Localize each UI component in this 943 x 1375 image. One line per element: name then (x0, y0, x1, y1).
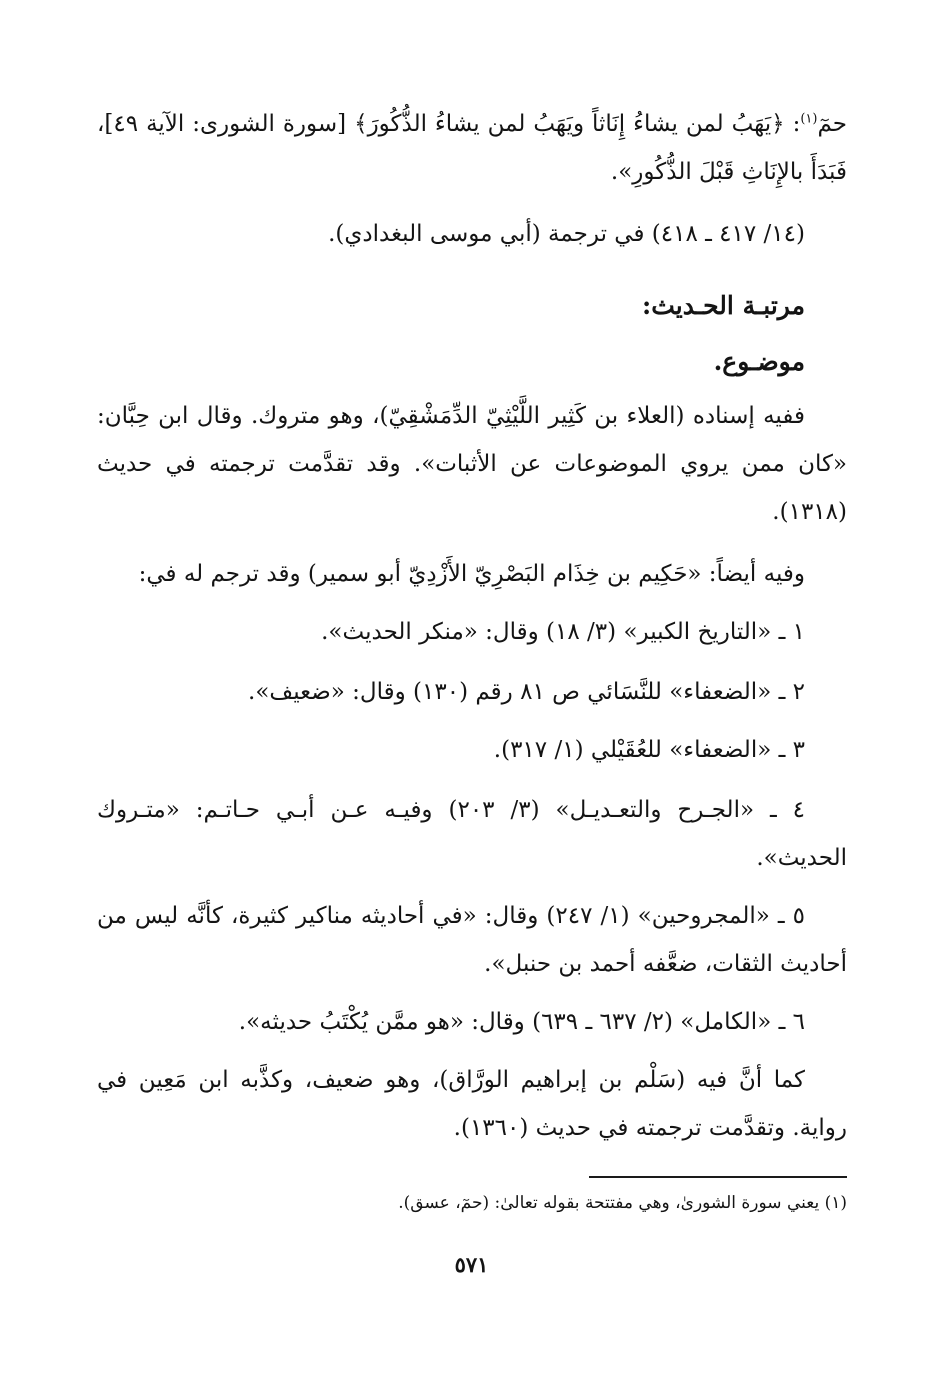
list-item-3: ٣ ـ «الضعفاء» للعُقَيْلي (١/ ٣١٧). (493, 737, 805, 763)
footnote-divider (589, 1176, 847, 1178)
paragraph-third-narrator: كما أنَّ فيه (سَلْم بن إبراهيم الورَّاق)، وهو ضعيف، وكذَّبه ابن مَعِين في رواية. وتقدَّمت ترجمته في حديث (١٣٦٠). (97, 1067, 847, 1141)
paragraph-quran-quote (97, 100, 847, 196)
section-heading: مرتبـة الحـديث: (641, 291, 805, 320)
paragraph-reference: (١٤/ ٤١٧ ـ ٤١٨) في ترجمة (أبي موسى البغدادي). (328, 221, 805, 247)
page-number: ٥٧١ (454, 1252, 489, 1277)
footnote: (١) يعني سورة الشورىٰ، وهي مفتتحة بقوله تعالىٰ: (حمٓ، عسق). (398, 1193, 847, 1213)
quote-start-word: حمٓ (817, 111, 848, 137)
list-item-4: ٤ ـ «الجـرح والتعـديـل» (٣/ ٢٠٣) وفيـه عـن أبـي حـاتـم: «متـروك الحديث». (97, 797, 847, 871)
footnote-marker[interactable]: (١) (800, 111, 818, 127)
quote-text-continued: الآية ٤٩]، فَبَدَأَ بالإِنَاثِ قَبْلَ الذُّكُورِ». (97, 111, 847, 185)
hadith-verdict: موضـوع. (713, 347, 805, 376)
list-item-1: ١ ـ «التاريخ الكبير» (٣/ ١٨) وقال: «منكر الحديث». (321, 619, 805, 645)
list-item-5: ٥ ـ «المجروحين» (١/ ٢٤٧) وقال: «في أحاديثه مناكير كثيرة، كأنَّه ليس من أحاديث الثقات، ضعَّفه أحمد بن حنبل». (97, 903, 847, 977)
quote-text: : ﴿يَهَبُ لمن يشاءُ إِنَاثاً ويَهَبُ لمن يشاءُ الذُّكُورَ﴾ [سورة الشورى: (192, 111, 801, 137)
list-item-6: ٦ ـ «الكامل» (٢/ ٦٣٧ ـ ٦٣٩) وقال: «هو ممَّن يُكْتَبُ حديثه». (238, 1009, 805, 1035)
paragraph-second-narrator: وفيه أيضاً: «حَكِيم بن خِذَام البَصْرِيّ الأَزْدِيّ أبو سمير) وقد ترجم له في: (138, 561, 805, 587)
list-item-2: ٢ ـ «الضعفاء» للنَّسَائي ص ٨١ رقم (١٣٠) وقال: «ضعيف». (248, 679, 805, 705)
paragraph-isnad-analysis: ففيه إسناده (العلاء بن كَثِير اللَّيْثِيّ الدِّمَشْقِيّ)، وهو متروك. وقال ابن حِبَّان: «كان ممن يروي الموضوعات عن الأثبات». وقد تقدَّمت ترجمته في حديث (١٣١٨). (97, 403, 847, 525)
